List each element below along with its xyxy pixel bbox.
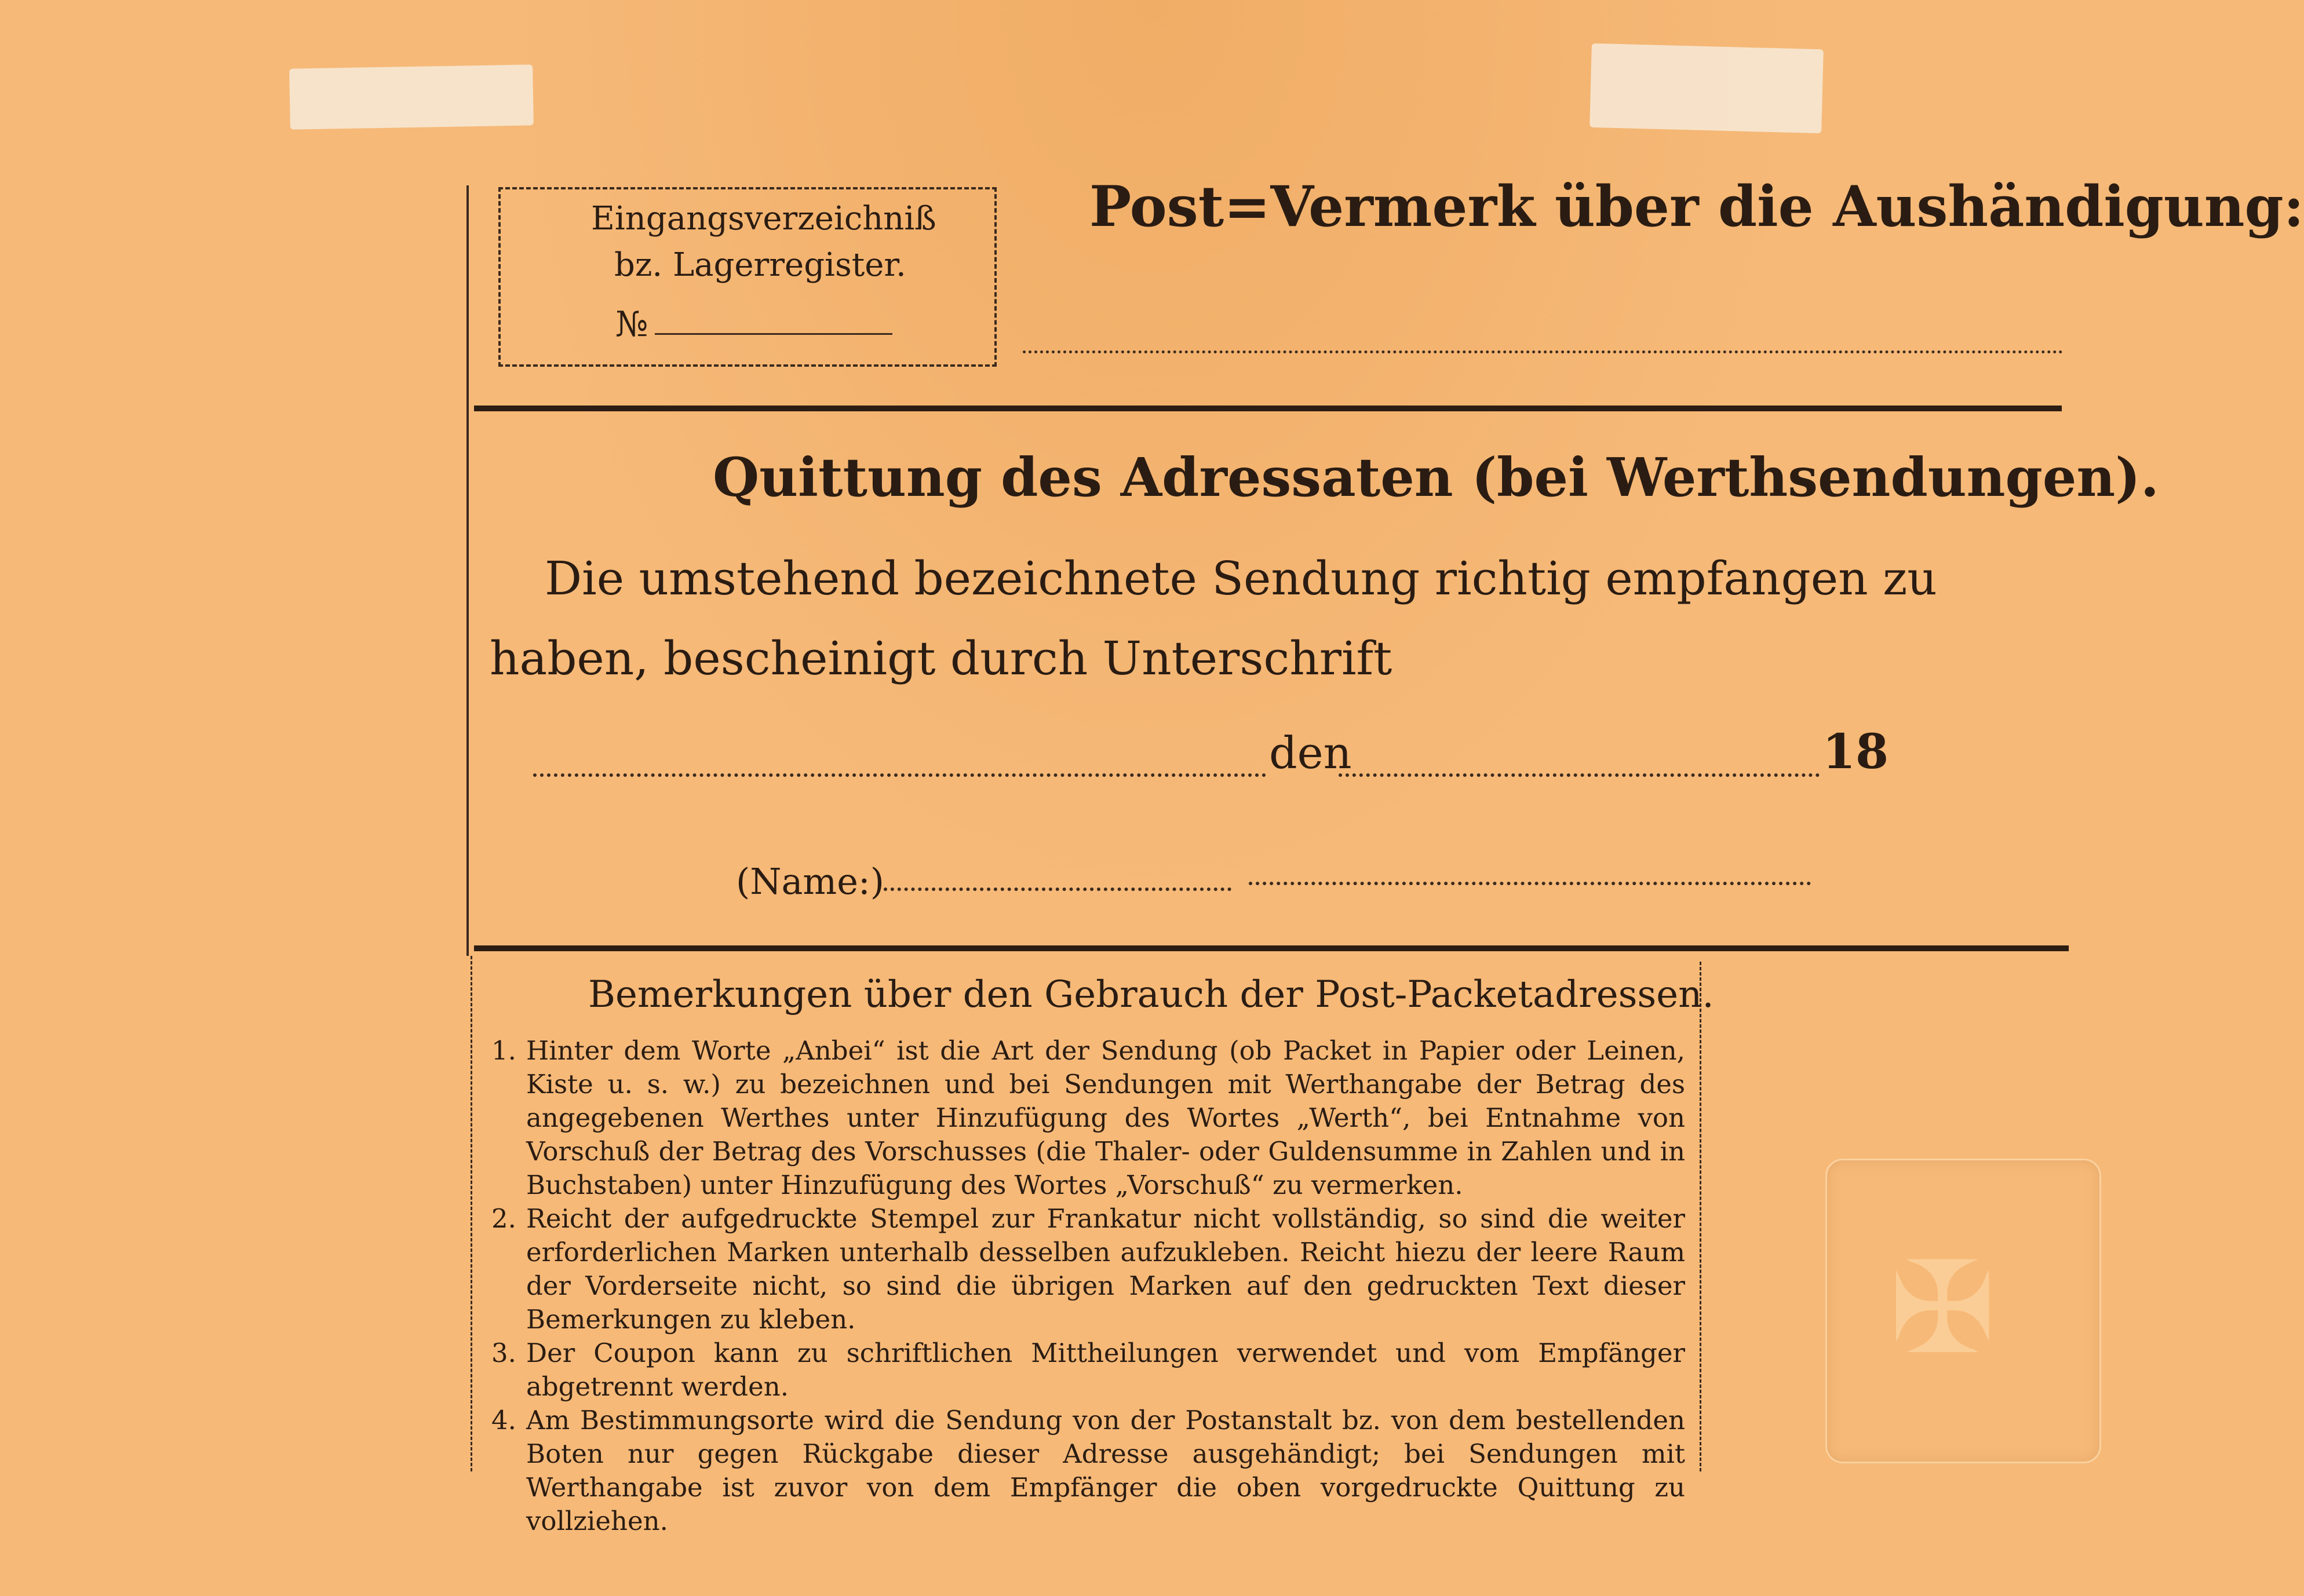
form-left-border	[466, 185, 469, 956]
remark-number: 2.	[491, 1203, 516, 1234]
year-prefix: 18	[1822, 724, 1889, 780]
post-note-field[interactable]	[1023, 350, 2063, 353]
divider-top	[474, 406, 2062, 411]
registry-number-field[interactable]	[655, 333, 892, 335]
remark-item	[491, 1034, 1685, 1202]
remarks-title: Bemerkungen über den Gebrauch der Post-Packetadressen.	[588, 973, 1714, 1016]
divider-bottom	[474, 945, 2069, 951]
date-word: den	[1269, 727, 1352, 779]
eagle-emboss-icon: ✠	[1889, 1234, 1996, 1382]
receipt-text: Die umstehend bezeichnete Sendung richtig empfangen zu haben, bescheinigt durch Unterschrift	[490, 552, 1937, 685]
registry-number-label: №	[615, 304, 648, 345]
place-field[interactable]	[533, 773, 1266, 777]
name-field-part-1[interactable]	[884, 888, 1231, 891]
remark-text: Hinter dem Worte „Anbei“ ist die Art der Sendung (ob Packet in Papier oder Leinen, Kiste u. s. w.) zu bezeichnen und bei Sendungen mit Werthangabe der Betrag des angegebenen Werthes unter Hinzufügung des Wortes „Werth“, bei Entnahme von Vorschuß der Betrag des Vorschusses (die Thaler- oder Guldensumme in Zahlen und in Buchstaben) unter Hinzufügung des Wortes „Vorschuß“ zu vermerken.	[526, 1035, 1685, 1200]
date-field[interactable]	[1339, 773, 1820, 777]
remarks-list	[491, 1034, 1685, 1538]
registry-line-2: bz. Lagerregister.	[614, 246, 906, 284]
remarks-right-border	[1700, 962, 1703, 1471]
remark-item	[491, 1404, 1685, 1538]
tape-remnant-right	[1590, 43, 1824, 133]
tape-remnant-left	[289, 64, 534, 129]
name-field-part-2[interactable]	[1249, 882, 1811, 885]
remark-text: Der Coupon kann zu schriftlichen Mittheilungen verwendet und vom Empfänger abgetrennt werden.	[526, 1338, 1685, 1402]
remark-item	[491, 1336, 1685, 1404]
registry-line-1: Eingangsverzeichniß	[591, 200, 936, 238]
post-note-title: Post=Vermerk über die Aushändigung:	[1089, 174, 2304, 239]
receipt-title: Quittung des Adressaten (bei Werthsendungen).	[713, 446, 2159, 509]
remark-number: 3.	[491, 1338, 516, 1368]
remark-number: 1.	[491, 1035, 516, 1066]
remark-number: 4.	[491, 1405, 516, 1436]
remark-text: Am Bestimmungsorte wird die Sendung von der Postanstalt bz. von dem bestellenden Boten nur gegen Rückgabe dieser Adresse ausgehändigt; bei Sendungen mit Werthangabe ist zuvor von dem Empfänger die oben vorgedruckte Quittung zu vollziehen.	[526, 1405, 1685, 1536]
remarks-left-border	[471, 956, 474, 1471]
remark-text: Reicht der aufgedruckte Stempel zur Frankatur nicht vollständig, so sind die weiter erforderlichen Marken unterhalb desselben aufzukleben. Reicht hiezu der leere Raum der Vorderseite nicht, so sind die übrigen Marken auf den gedruckten Text dieser Bemerkungen zu kleben.	[526, 1203, 1685, 1335]
remark-item	[491, 1202, 1685, 1336]
name-label: (Name:)	[736, 860, 884, 903]
